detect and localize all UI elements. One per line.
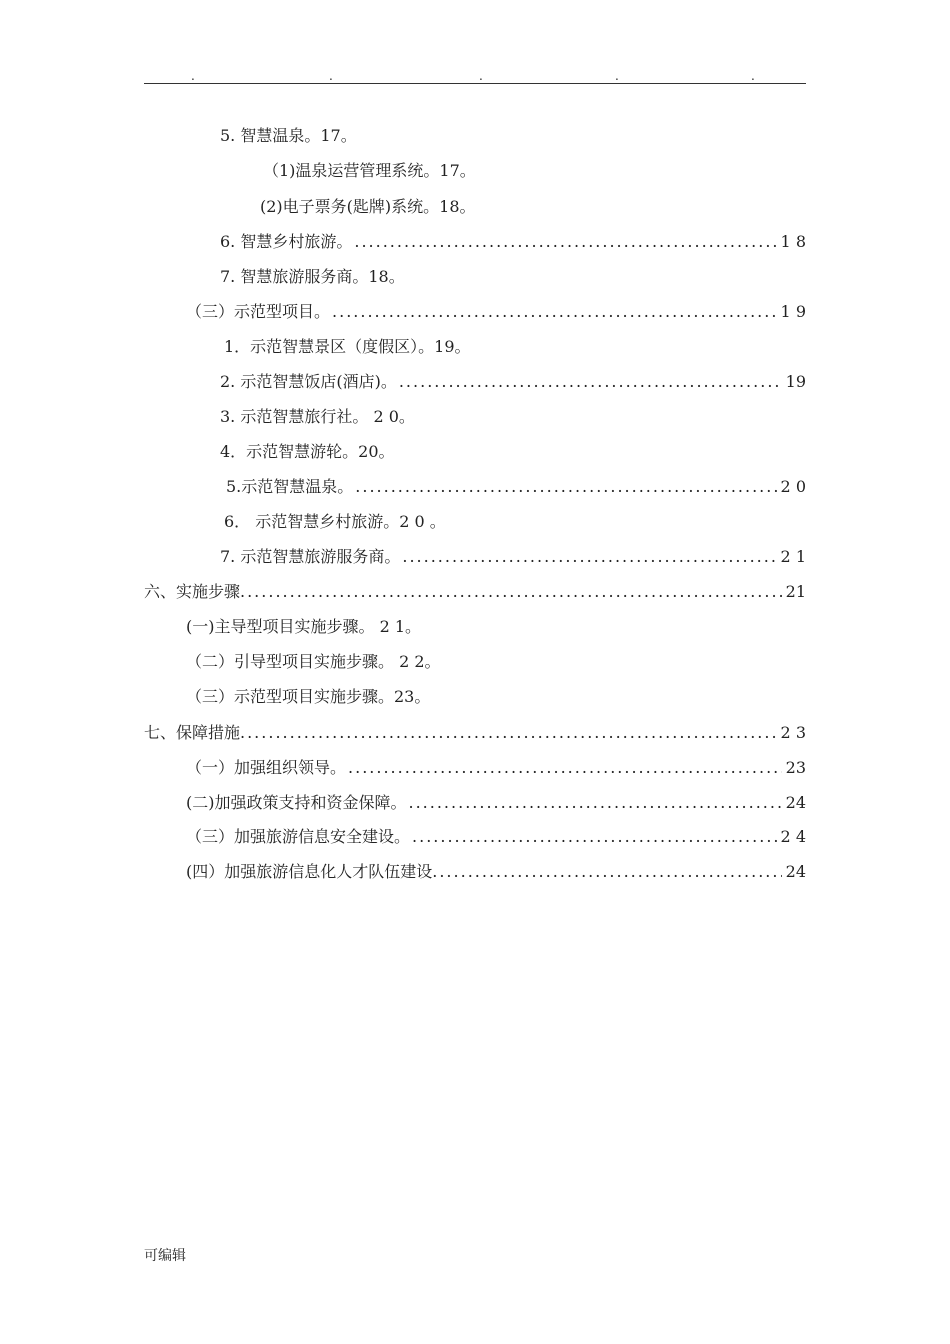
toc-entry[interactable] [186, 647, 441, 677]
toc-page-number: 1 8 [780, 232, 806, 251]
toc-page-number: 1 9 [780, 302, 806, 321]
toc-leader-dots [355, 472, 776, 502]
toc-entry-label: （1)温泉运营管理系统。17。 [263, 161, 476, 180]
toc-entry-label: （三）示范型项目。 [186, 302, 331, 321]
toc-entry[interactable] [226, 472, 806, 502]
toc-page-number: 24 [785, 793, 806, 812]
toc-leader-dots [354, 227, 776, 257]
header-dot: . [615, 69, 619, 83]
toc-entry-label: (2)电子票务(匙牌)系统。18。 [260, 197, 476, 216]
toc-leader-dots [399, 367, 782, 397]
toc-leader-dots [348, 753, 782, 783]
toc-entry[interactable] [263, 156, 476, 186]
toc-entry[interactable] [186, 297, 806, 327]
toc-page-number: 21 [785, 582, 806, 601]
toc-entry[interactable] [224, 507, 446, 537]
toc-entry[interactable] [186, 857, 806, 887]
header-dot: . [191, 69, 195, 83]
toc-entry[interactable] [186, 753, 806, 783]
header-dot: . [751, 69, 755, 83]
toc-page-number: 2 3 [780, 723, 806, 742]
toc-leader-dots [247, 718, 776, 748]
toc-entry[interactable] [186, 612, 421, 642]
toc-entry-label: （二）引导型项目实施步骤。 2 2。 [186, 652, 441, 671]
toc-entry[interactable] [144, 577, 806, 607]
toc-entry[interactable] [220, 227, 806, 257]
toc-page-number: 24 [785, 862, 806, 881]
page-footer: 可编辑 [144, 1248, 186, 1264]
toc-page-number: 2 1 [780, 547, 806, 566]
toc-entry-label: （三）加强旅游信息安全建设。 [186, 827, 411, 846]
toc-entry-label: 7. 示范智慧旅游服务商。 [220, 547, 401, 566]
toc-leader-dots [402, 542, 776, 572]
toc-entry[interactable] [220, 367, 806, 397]
toc-page-number: 2 0 [780, 477, 806, 496]
toc-entry-label: 3. 示范智慧旅行社。 2 0。 [220, 407, 415, 426]
toc-entry-label: 5. 智慧温泉。17。 [220, 126, 357, 145]
toc-leader-dots [409, 788, 782, 818]
toc-entry[interactable] [260, 192, 476, 222]
toc-entry[interactable] [220, 402, 415, 432]
toc-entry[interactable] [220, 262, 405, 292]
toc-entry-label: (一)主导型项目实施步骤。 2 1。 [186, 617, 422, 636]
toc-entry[interactable] [186, 788, 806, 818]
toc-entry[interactable] [224, 332, 471, 362]
toc-leader-dots [439, 857, 781, 887]
toc-entry[interactable] [186, 682, 430, 712]
toc-leader-dots [332, 297, 777, 327]
toc-entry-label: （三）示范型项目实施步骤。23。 [186, 687, 431, 706]
toc-entry-label: (二)加强政策支持和资金保障。 [186, 793, 407, 812]
toc-page-number: 19 [785, 372, 806, 391]
toc-page-number: 2 4 [780, 827, 806, 846]
toc-entry-label: 7. 智慧旅游服务商。18。 [220, 267, 405, 286]
toc-entry-label: 1．示范智慧景区（度假区）。19。 [224, 337, 471, 356]
toc-entry-label: 6． 示范智慧乡村旅游。2 0 。 [224, 512, 446, 531]
toc-entry-label: 6. 智慧乡村旅游。 [220, 232, 353, 251]
toc-entry[interactable] [186, 822, 806, 852]
toc-entry-label: 5.示范智慧温泉。 [226, 477, 354, 496]
toc-entry[interactable] [220, 542, 806, 572]
toc-entry-label: 六、实施步骤. [144, 582, 246, 601]
header-dot: . [479, 69, 483, 83]
toc-entry-label: 七、保障措施. [144, 723, 246, 742]
toc-entry-label: 2. 示范智慧饭店(酒店)。 [220, 372, 397, 391]
toc-entry-label: （一）加强组织领导。 [186, 758, 347, 777]
toc-leader-dots [412, 822, 777, 852]
header-dot: . [329, 69, 333, 83]
toc-entry[interactable] [144, 718, 806, 748]
toc-leader-dots [247, 577, 782, 607]
toc-entry[interactable] [220, 121, 357, 151]
toc-entry-label: 4．示范智慧游轮。20。 [220, 442, 395, 461]
toc-entry[interactable] [220, 437, 395, 467]
toc-page-number: 23 [785, 758, 806, 777]
toc-entry-label: (四）加强旅游信息化人才队伍建设. [186, 862, 438, 881]
